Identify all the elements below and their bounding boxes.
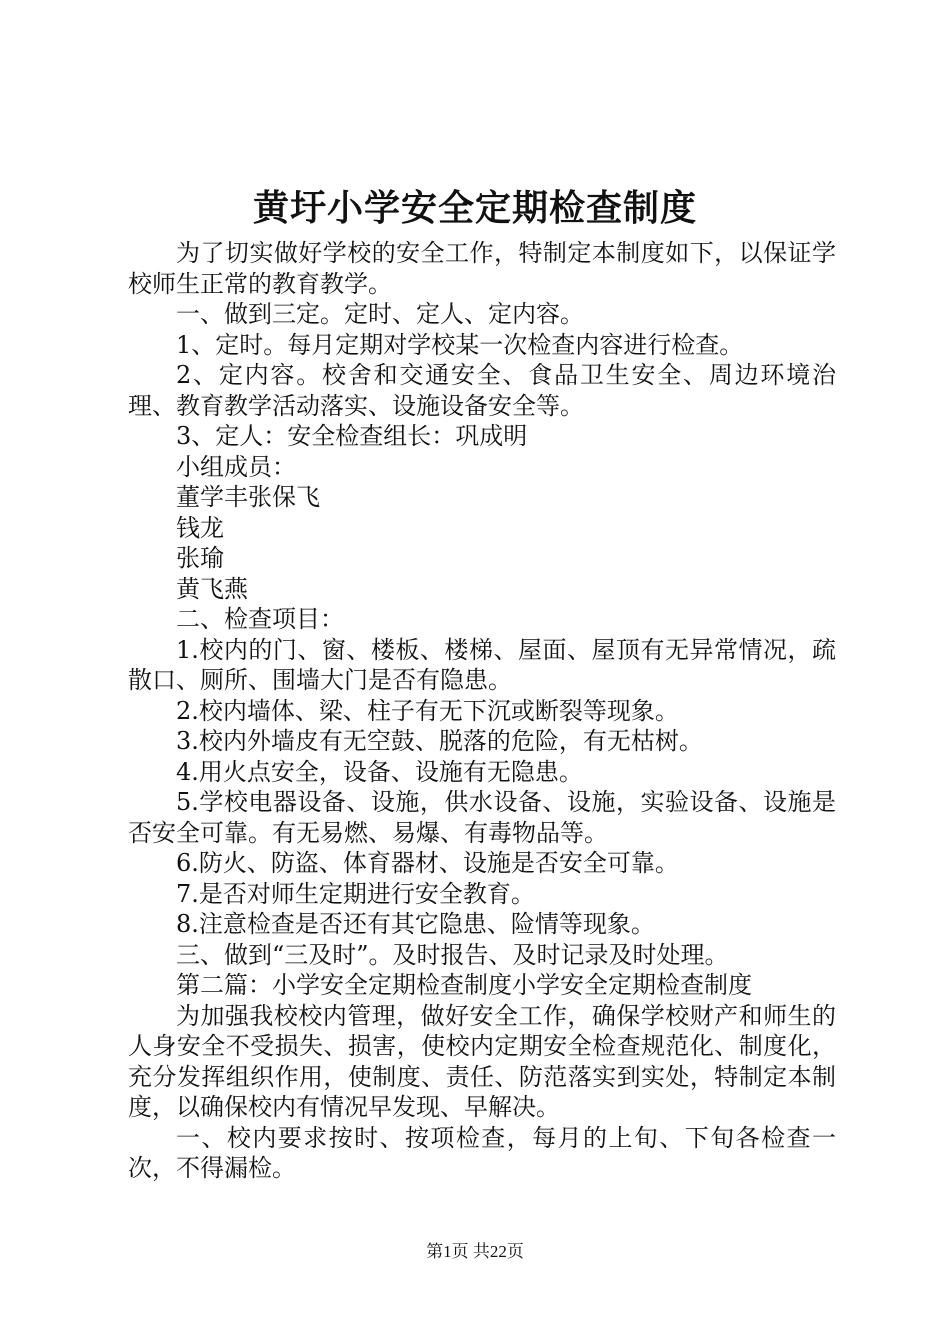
paragraph: 1、定时。每月定期对学校某一次检查内容进行检查。 bbox=[176, 330, 744, 359]
paragraph: 一、校内要求按时、按项检查，每月的上旬、下旬各检查一次，不得漏检。 bbox=[128, 1123, 836, 1182]
paragraph: 小组成员： bbox=[176, 452, 296, 481]
page-footer bbox=[0, 1240, 950, 1264]
paragraph: 黄飞燕 bbox=[176, 574, 248, 603]
paragraph: 2.校内墙体、梁、柱子有无下沉或断裂等现象。 bbox=[176, 696, 679, 725]
paragraph: 3、定人：安全检查组长：巩成明 bbox=[176, 422, 528, 450]
paragraph: 4.用火点安全，设备、设施有无隐患。 bbox=[176, 757, 583, 786]
paragraph: 三、做到“三及时”。及时报告、及时记录及时处理。 bbox=[176, 940, 729, 969]
paragraph: 为加强我校校内管理，做好安全工作，确保学校财产和师生的人身安全不受损失、损害，使校内定期安全检查规范化、制度化，充分发挥组织作用，使制度、责任、防范落实到实处，特制定本制度，以确保校内有情况早发现、早解决。 bbox=[128, 1001, 836, 1121]
page-total: 共22页 bbox=[472, 1242, 524, 1261]
paragraph: 8.注意检查是否还有其它隐患、险情等现象。 bbox=[176, 910, 655, 938]
document-body bbox=[128, 238, 836, 1184]
document-title: 黄圩小学安全定期检查制度 bbox=[252, 187, 697, 229]
paragraph: 6.防火、防盗、体育器材、设施是否安全可靠。 bbox=[176, 849, 679, 877]
paragraph: 5.学校电器设备、设施，供水设备、设施，实验设备、设施是否安全可靠。有无易燃、易爆、有毒物品等。 bbox=[128, 788, 836, 847]
paragraph: 1.校内的门、窗、楼板、楼梯、屋面、屋顶有无异常情况，疏散口、厕所、围墙大门是否有隐患。 bbox=[128, 635, 836, 694]
paragraph: 7.是否对师生定期进行安全教育。 bbox=[176, 879, 535, 908]
paragraph: 3.校内外墙皮有无空鼓、脱落的危险，有无枯树。 bbox=[176, 727, 703, 755]
paragraph: 第二篇：小学安全定期检查制度小学安全定期检查制度 bbox=[176, 971, 752, 999]
paragraph: 一、做到三定。定时、定人、定内容。 bbox=[176, 300, 584, 328]
paragraph: 2、定内容。校舍和交通安全、食品卫生安全、周边环境治理、教育教学活动落实、设施设备安全等。 bbox=[128, 361, 836, 420]
paragraph: 为了切实做好学校的安全工作，特制定本制度如下，以保证学校师生正常的教育教学。 bbox=[128, 239, 836, 298]
paragraph: 二、检查项目： bbox=[176, 605, 344, 633]
paragraph: 钱龙 bbox=[176, 513, 224, 542]
paragraph: 张瑜 bbox=[176, 544, 224, 572]
paragraph: 董学丰张保飞 bbox=[176, 483, 320, 511]
page-number: 第1页 bbox=[426, 1242, 469, 1261]
